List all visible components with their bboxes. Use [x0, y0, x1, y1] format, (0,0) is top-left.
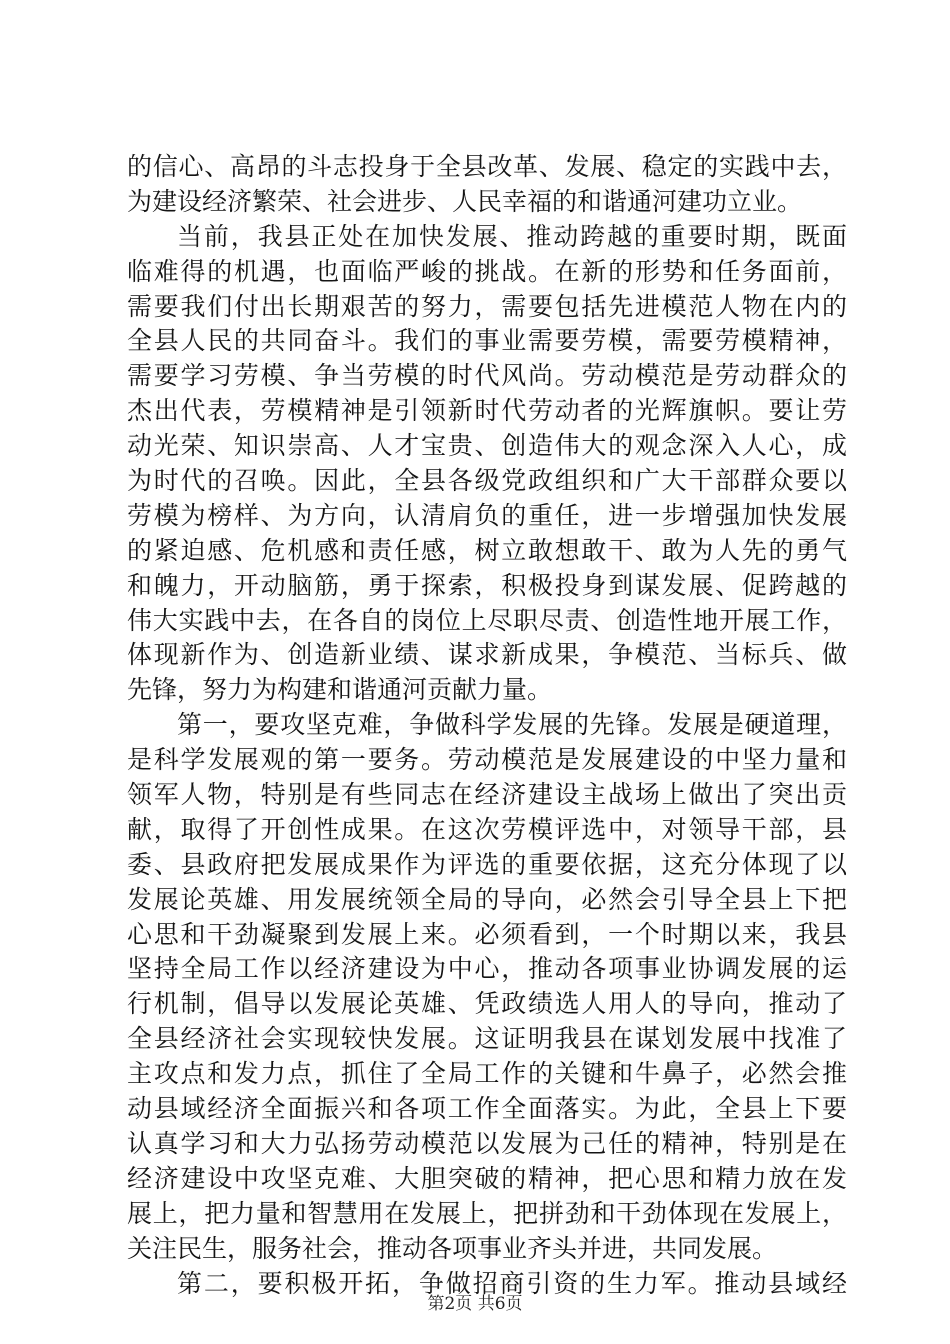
paragraph-start-line: 当前，我县正处在加快发展、推动跨越的重要时期，既面 — [177, 221, 847, 251]
text-line: 是科学发展观的第一要务。劳动模范是发展建设的中坚力量和 — [127, 745, 847, 775]
text-line: 主攻点和发力点，抓住了全局工作的关键和牛鼻子，必然会推 — [127, 1059, 847, 1089]
text-line: 认真学习和大力弘扬劳动模范以发展为己任的精神，特别是在 — [127, 1128, 847, 1158]
page-footer — [0, 1289, 950, 1314]
text-line: 需要学习劳模、争当劳模的时代风尚。劳动模范是劳动群众的 — [127, 361, 847, 391]
text-line: 动光荣、知识崇高、人才宝贵、创造伟大的观念深入人心，成 — [127, 431, 847, 461]
text-line: 委、县政府把发展成果作为评选的重要依据，这充分体现了以 — [127, 849, 847, 879]
text-line: 献，取得了开创性成果。在这次劳模评选中，对领导干部，县 — [127, 814, 847, 844]
text-line: 展上，把力量和智慧用在发展上，把拼劲和干劲体现在发展上， — [127, 1198, 847, 1228]
paragraph-start-line: 第一，要攻坚克难，争做科学发展的先锋。发展是硬道理， — [177, 710, 847, 740]
text-line: 先锋，努力为构建和谐通河贡献力量。 — [127, 675, 553, 705]
text-line: 需要我们付出长期艰苦的努力，需要包括先进模范人物在内的 — [127, 291, 847, 321]
text-line: 关注民生，服务社会，推动各项事业齐头并进，共同发展。 — [127, 1233, 778, 1263]
text-line: 全县经济社会实现较快发展。这证明我县在谋划发展中找准了 — [127, 1024, 847, 1054]
text-line: 的紧迫感、危机感和责任感，树立敢想敢干、敢为人先的勇气 — [127, 535, 847, 565]
text-line: 行机制，倡导以发展论英雄、凭政绩选人用人的导向，推动了 — [127, 989, 847, 1019]
text-line: 伟大实践中去，在各自的岗位上尽职尽责、创造性地开展工作， — [127, 605, 847, 635]
text-line: 领军人物，特别是有些同志在经济建设主战场上做出了突出贡 — [127, 780, 847, 810]
text-line: 临难得的机遇，也面临严峻的挑战。在新的形势和任务面前， — [127, 256, 847, 286]
text-line: 心思和干劲凝聚到发展上来。必须看到，一个时期以来，我县 — [127, 919, 847, 949]
text-line: 发展论英雄、用发展统领全局的导向，必然会引导全县上下把 — [127, 884, 847, 914]
text-line: 的信心、高昂的斗志投身于全县改革、发展、稳定的实践中去， — [127, 152, 847, 181]
text-line: 体现新作为、创造新业绩、谋求新成果，争模范、当标兵、做 — [127, 640, 847, 670]
text-line: 为建设经济繁荣、社会进步、人民幸福的和谐通河建功立业。 — [127, 186, 803, 216]
text-line: 经济建设中攻坚克难、大胆突破的精神，把心思和精力放在发 — [127, 1163, 847, 1193]
text-line: 和魄力，开动脑筋，勇于探索，积极投身到谋发展、促跨越的 — [127, 570, 847, 600]
text-line: 劳模为榜样、为方向，认清肩负的重任，进一步增强加快发展 — [127, 500, 847, 530]
paragraph-start-line: 第二，要积极开拓，争做招商引资的生力军。推动县域经 — [177, 1268, 847, 1298]
text-line: 全县人民的共同奋斗。我们的事业需要劳模，需要劳模精神， — [127, 326, 847, 356]
text-line: 坚持全局工作以经济建设为中心，推动各项事业协调发展的运 — [127, 954, 847, 984]
text-line: 动县域经济全面振兴和各项工作全面落实。为此，全县上下要 — [127, 1094, 847, 1124]
page-number: 第2页 共6页 — [427, 1294, 523, 1314]
document-body — [127, 150, 847, 1301]
text-line: 为时代的召唤。因此，全县各级党政组织和广大干部群众要以 — [127, 466, 847, 496]
text-line: 杰出代表，劳模精神是引领新时代劳动者的光辉旗帜。要让劳 — [127, 396, 847, 426]
